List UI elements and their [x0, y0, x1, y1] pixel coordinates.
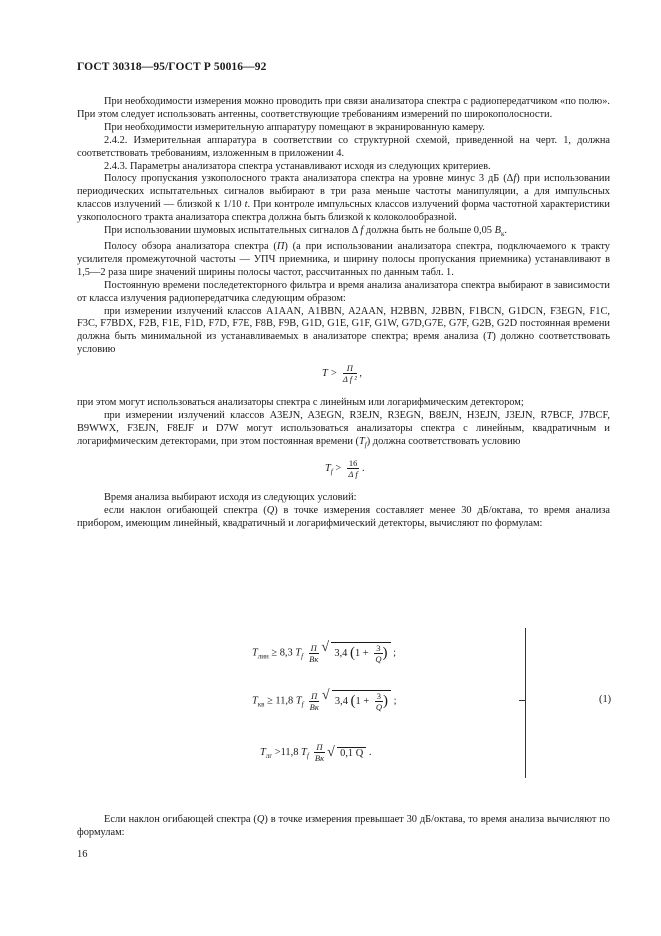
formula-text: T	[252, 647, 258, 659]
text-run: к	[500, 230, 505, 239]
formula-text: T	[301, 746, 307, 758]
paragraph: 2.4.2. Измерительная аппаратура в соответствии со структурной схемой, приведенной на черт. 1, должна соответствовать требованиям, изложенным в приложении 4.	[77, 134, 610, 159]
formula-text: T	[252, 695, 258, 707]
radicand: 0,1 Q	[337, 747, 366, 759]
paragraph	[77, 410, 610, 452]
fraction-denominator: Bк	[309, 701, 319, 712]
formula-text: ;	[393, 695, 397, 707]
formula-text: T	[325, 462, 331, 474]
body-text	[77, 96, 610, 531]
text-run: . При контроле импульсных классов излучений форма частотной характеристики узкополосного тракта анализатора спектра должна быть близкой к колоколообразной.	[77, 199, 610, 224]
text-run: .	[504, 225, 507, 237]
paragraph	[77, 814, 610, 840]
formula-system	[77, 620, 610, 780]
paragraph	[77, 505, 610, 531]
text-run: ) в точке измерения превышает 30 дБ/октава, то время анализа вычисляют по формулам:	[77, 814, 610, 838]
fraction-numerator: 3	[376, 643, 381, 653]
text-run: должна быть не больше 0,05	[363, 225, 492, 237]
radicand: 3,4 (1 + $\frac{3}{Q}$ )	[331, 642, 390, 664]
paragraph	[77, 241, 610, 280]
fraction-denominator: Bк	[314, 753, 325, 763]
fraction-numerator: 3	[376, 691, 382, 701]
text-run: ) в точке измерения составляет менее 30 дБ/октава, то время анализа прибором, имеющим линейный, квадратичный и логарифмический детекторы, вычисляют по формулам:	[77, 504, 610, 529]
paragraph: При необходимости измерительную аппаратуру помещают в экранированную камеру.	[104, 121, 485, 133]
equation-linear	[252, 642, 396, 664]
equation-number: (1)	[599, 694, 612, 705]
text-run: при измерении излучений классов A1AAN, A1BBN, A2AAN, H2BBN, J2BBN, F1BCN, G1DCN, F3EGN, F1C, F3C, F7BDX, F2B, F1E, F1D, F7D, F7E, F8B, F9B, G1D, G1E, G1F, G1W, G7D,G7E, G7F, G2B, G2D постоянная времени должна быть минимальной из устанавливаемых в анализаторе спектра; время анализа (	[77, 305, 610, 343]
text-run: П	[276, 241, 285, 253]
paragraph: При необходимости измерения можно проводить при связи анализатора спектра с радиопередатчиком «по полю». При этом следует использовать антенны, соответствующие требованиям измерений по широкополосности.	[77, 96, 610, 120]
formula-text: ,	[359, 368, 363, 380]
radical-sign: √	[327, 744, 335, 760]
formula-text: кв	[257, 700, 265, 709]
fraction	[343, 363, 357, 384]
formula-text: 3,4	[334, 695, 348, 707]
formula-text: ≥ 8,3	[271, 647, 293, 659]
paragraph	[77, 225, 610, 241]
formula-time-constant	[77, 458, 610, 486]
page-header: ГОСТ 30318—95/ГОСТ Р 50016—92	[77, 61, 267, 73]
formula-text: 1 +	[355, 647, 369, 659]
formula-text: T >	[322, 368, 338, 380]
formula-text: лг	[265, 751, 273, 760]
text-run: ) должно соответствовать условию	[77, 331, 610, 356]
fraction	[374, 643, 382, 664]
fraction	[375, 691, 383, 712]
fraction-denominator: Bк	[309, 653, 319, 664]
formula-text: T	[295, 647, 302, 659]
text-run: Q	[266, 504, 275, 516]
fraction-numerator: П	[316, 742, 323, 752]
formula-text: >	[335, 462, 342, 474]
formula-text: .	[361, 462, 365, 474]
text-run: f	[360, 225, 364, 237]
fraction-numerator: 16	[348, 457, 358, 468]
formula-text: ;	[393, 647, 397, 659]
fraction-denominator: Q	[375, 654, 382, 664]
formula-text: T	[295, 695, 302, 707]
paragraph: Постоянную времени последетекторного фильтра и время анализа анализатора спектра выбирают в зависимости от класса излучения радиопередатчика следующим образом:	[77, 279, 610, 304]
formula-text: 3,4	[334, 647, 348, 659]
square-root	[322, 690, 391, 712]
paragraph	[77, 173, 610, 225]
formula-text: .	[368, 746, 372, 758]
text-run: Полосу обзора анализатора спектра (	[104, 241, 277, 253]
square-root	[327, 744, 366, 760]
fraction-numerator: П	[310, 642, 317, 653]
paragraph: Время анализа выбирают исходя из следующих условий:	[104, 491, 357, 503]
formula-text: T	[260, 746, 266, 758]
radical-sign: √	[321, 688, 330, 703]
text-run: Q	[256, 814, 265, 825]
text-run: f	[364, 441, 367, 449]
text-run: При использовании шумовых испытательных сигналов Δ	[104, 225, 358, 237]
paragraph	[77, 306, 610, 358]
equation-quadratic	[252, 690, 397, 712]
fraction	[309, 691, 319, 712]
text-run: Если наклон огибающей спектра (	[104, 814, 257, 825]
fraction	[314, 742, 324, 763]
text-run: ) при использовании периодических испытательных сигналов выбирают в три раза меньше частоты манипуляции, а для импульсных классов излучений — близкой к 1/10	[77, 173, 611, 211]
text-run: ) (а при использовании анализатора спектра, подключаемого к тракту усилителя промежуточной частоты — УПЧ приемника, и ширину полосы пропускания приемника) устанавливают в 1,5—2 раза шире значений ширины полосы частот, рассчитанных по данным табл. 1.	[77, 241, 610, 278]
formula-text: f	[301, 652, 304, 661]
formula-text: ≥ 11,8	[267, 695, 294, 707]
formula-text: f	[330, 467, 333, 476]
text-run: t	[244, 199, 248, 211]
fraction-numerator: П	[343, 363, 357, 374]
text-run: если наклон огибающей спектра (	[104, 504, 267, 516]
formula-text: f	[301, 700, 304, 709]
formula-text: >11,8	[274, 746, 299, 758]
radicand: 3,4 (1 + $\frac{3}{Q}$ )	[332, 690, 391, 712]
formula-text: лин	[257, 652, 269, 661]
equation-logarithmic	[260, 742, 371, 763]
formula-text: 1 +	[355, 695, 370, 707]
fraction	[347, 458, 360, 479]
paragraph: при этом могут использоваться анализаторы спектра с линейным или логарифмическим детектором;	[77, 397, 524, 409]
text-run: ) должна соответствовать условию	[366, 435, 521, 447]
system-brace-tip	[519, 700, 525, 701]
text-run: B	[494, 225, 501, 237]
fraction	[309, 643, 319, 664]
text-run: T	[486, 331, 493, 343]
fraction-denominator: Q	[375, 702, 382, 712]
system-brace	[525, 628, 534, 778]
text-run: при измерении излучений классов A3EJN, A3EGN, R3EJN, R3EGN, B8EJN, H3EJN, J3EJN, R7BCF, J7BCF, B9WWX, F3EJN, F8EJF и D7W могут использоваться анализаторы спектра с линейным, квадратичным и логарифмическим детекторами, при этом постоянная времени (	[77, 410, 610, 447]
fraction-denominator: Δ f	[348, 468, 358, 479]
formula-analysis-time	[77, 363, 610, 391]
text-run: T	[359, 435, 365, 447]
radical-sign: √	[321, 640, 330, 655]
formula-text: f	[306, 751, 309, 760]
text-run: Полосу пропускания узкополосного тракта анализатора спектра на уровне минус 3 дБ (Δ	[104, 173, 514, 185]
page-number: 16	[77, 849, 88, 860]
paragraph: 2.4.3. Параметры анализатора спектра устанавливают исходя из следующих критериев.	[104, 160, 491, 172]
fraction-denominator: Δ f ²	[342, 374, 357, 385]
fraction-numerator: П	[311, 690, 318, 701]
text-run: f	[513, 173, 517, 185]
body-text-tail	[77, 814, 610, 840]
square-root	[321, 642, 390, 664]
